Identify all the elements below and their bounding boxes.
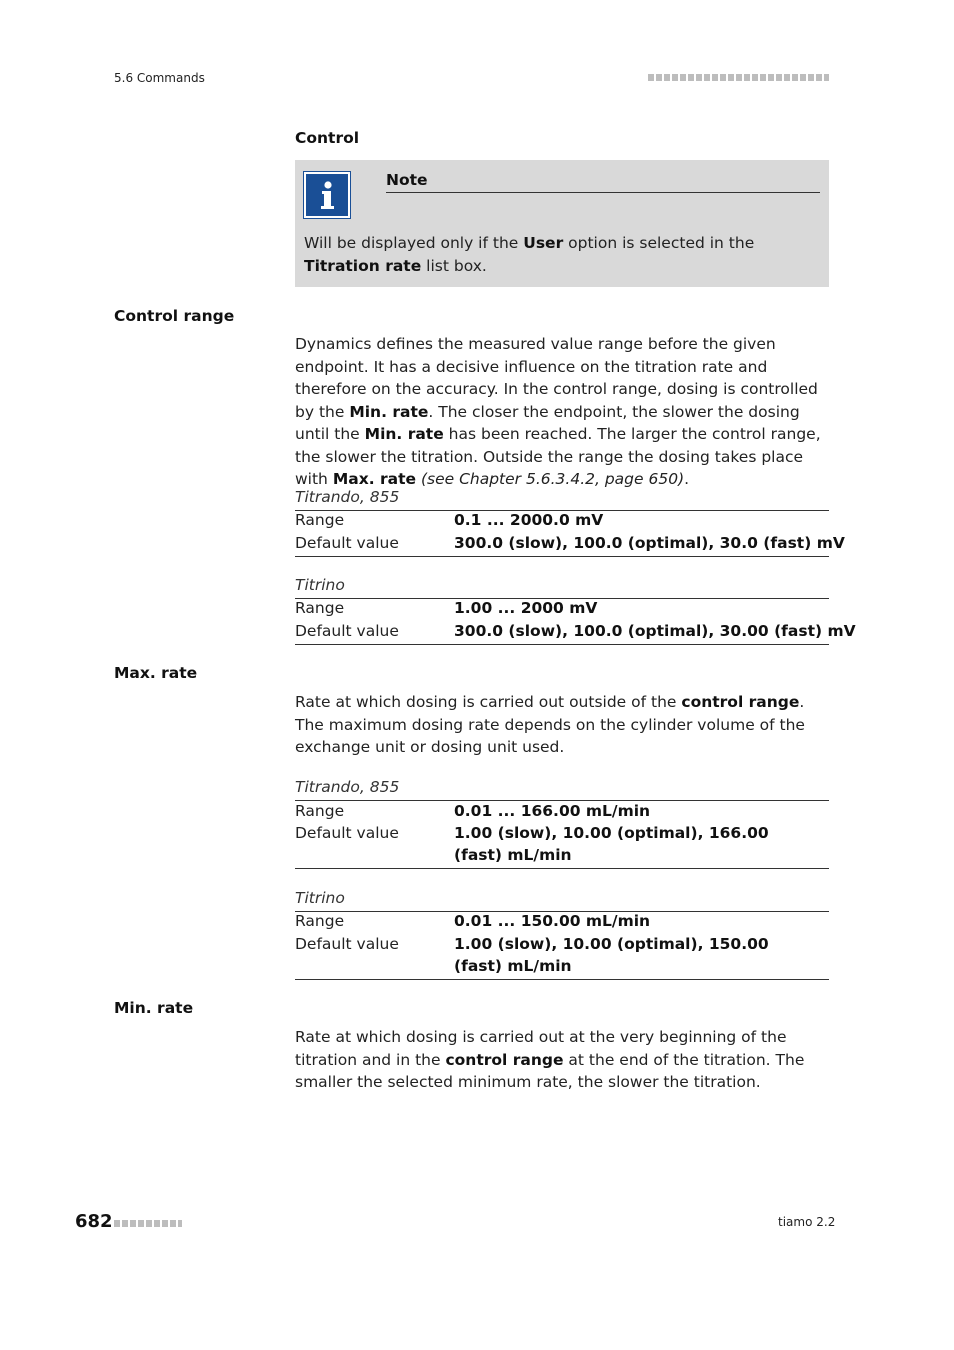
table-rule xyxy=(295,556,829,557)
info-icon xyxy=(304,172,350,218)
table-value: 1.00 ... 2000 mV xyxy=(454,599,598,617)
page-number: 682 xyxy=(75,1211,113,1232)
table-caption: Titrando, 855 xyxy=(295,778,400,796)
table-key: Range xyxy=(295,802,345,820)
table-value: (fast) mL/min xyxy=(454,957,572,975)
header-decoration xyxy=(648,74,829,81)
table-key: Range xyxy=(295,912,345,930)
table-key: Range xyxy=(295,599,345,617)
table-caption: Titrando, 855 xyxy=(295,488,400,506)
min-rate-description: Rate at which dosing is carried out at the very beginning of the titration and in the control range at the end of the titration. The smaller the selected minimum rate, the slower the titration. xyxy=(295,1028,805,1091)
table-value: 0.01 ... 150.00 mL/min xyxy=(454,912,651,930)
table-value: (fast) mL/min xyxy=(454,846,572,864)
control-range-description: Dynamics defines the measured value range before the given endpoint. It has a decisive influence on the titration rate and therefore on the accuracy. In the control range, dosing is controlled by the Min. rate. The closer the endpoint, the slower the dosing until the Min. rate has been reached. The larger the control range, the slower the titration. Outside the range the dosing takes place with Max. rate (see Chapter 5.6.3.4.2, page 650). xyxy=(295,335,821,488)
table-rule xyxy=(295,800,829,801)
parameter-label-min-rate: Min. rate xyxy=(114,999,194,1017)
table-value: 1.00 (slow), 10.00 (optimal), 150.00 xyxy=(454,935,769,953)
note-title-rule xyxy=(386,192,820,193)
table-value: 300.0 (slow), 100.0 (optimal), 30.00 (fast) mV xyxy=(454,622,856,640)
table-value: 300.0 (slow), 100.0 (optimal), 30.0 (fast) mV xyxy=(454,534,845,552)
footer-product: tiamo 2.2 xyxy=(778,1215,836,1229)
note-text: Will be displayed only if the User option is selected in the Titration rate list box. xyxy=(304,234,755,275)
table-rule xyxy=(295,979,829,980)
table-key: Range xyxy=(295,511,345,529)
table-value: 0.1 ... 2000.0 mV xyxy=(454,511,604,529)
table-value: 1.00 (slow), 10.00 (optimal), 166.00 xyxy=(454,824,769,842)
footer-decoration xyxy=(114,1220,182,1227)
table-key: Default value xyxy=(295,622,399,640)
table-caption: Titrino xyxy=(295,576,345,594)
table-value: 0.01 ... 166.00 mL/min xyxy=(454,802,651,820)
table-rule xyxy=(295,644,829,645)
running-header-section: 5.6 Commands xyxy=(114,71,205,85)
parameter-label-control-range: Control range xyxy=(114,307,235,325)
table-key: Default value xyxy=(295,534,399,552)
table-key: Default value xyxy=(295,935,399,953)
max-rate-description: Rate at which dosing is carried out outside of the control range. The maximum dosing rate depends on the cylinder volume of the exchange unit or dosing unit used. xyxy=(295,693,805,756)
note-title: Note xyxy=(386,171,428,189)
parameter-label-max-rate: Max. rate xyxy=(114,664,198,682)
section-title-control: Control xyxy=(295,129,360,147)
table-key: Default value xyxy=(295,824,399,842)
table-rule xyxy=(295,868,829,869)
table-caption: Titrino xyxy=(295,889,345,907)
